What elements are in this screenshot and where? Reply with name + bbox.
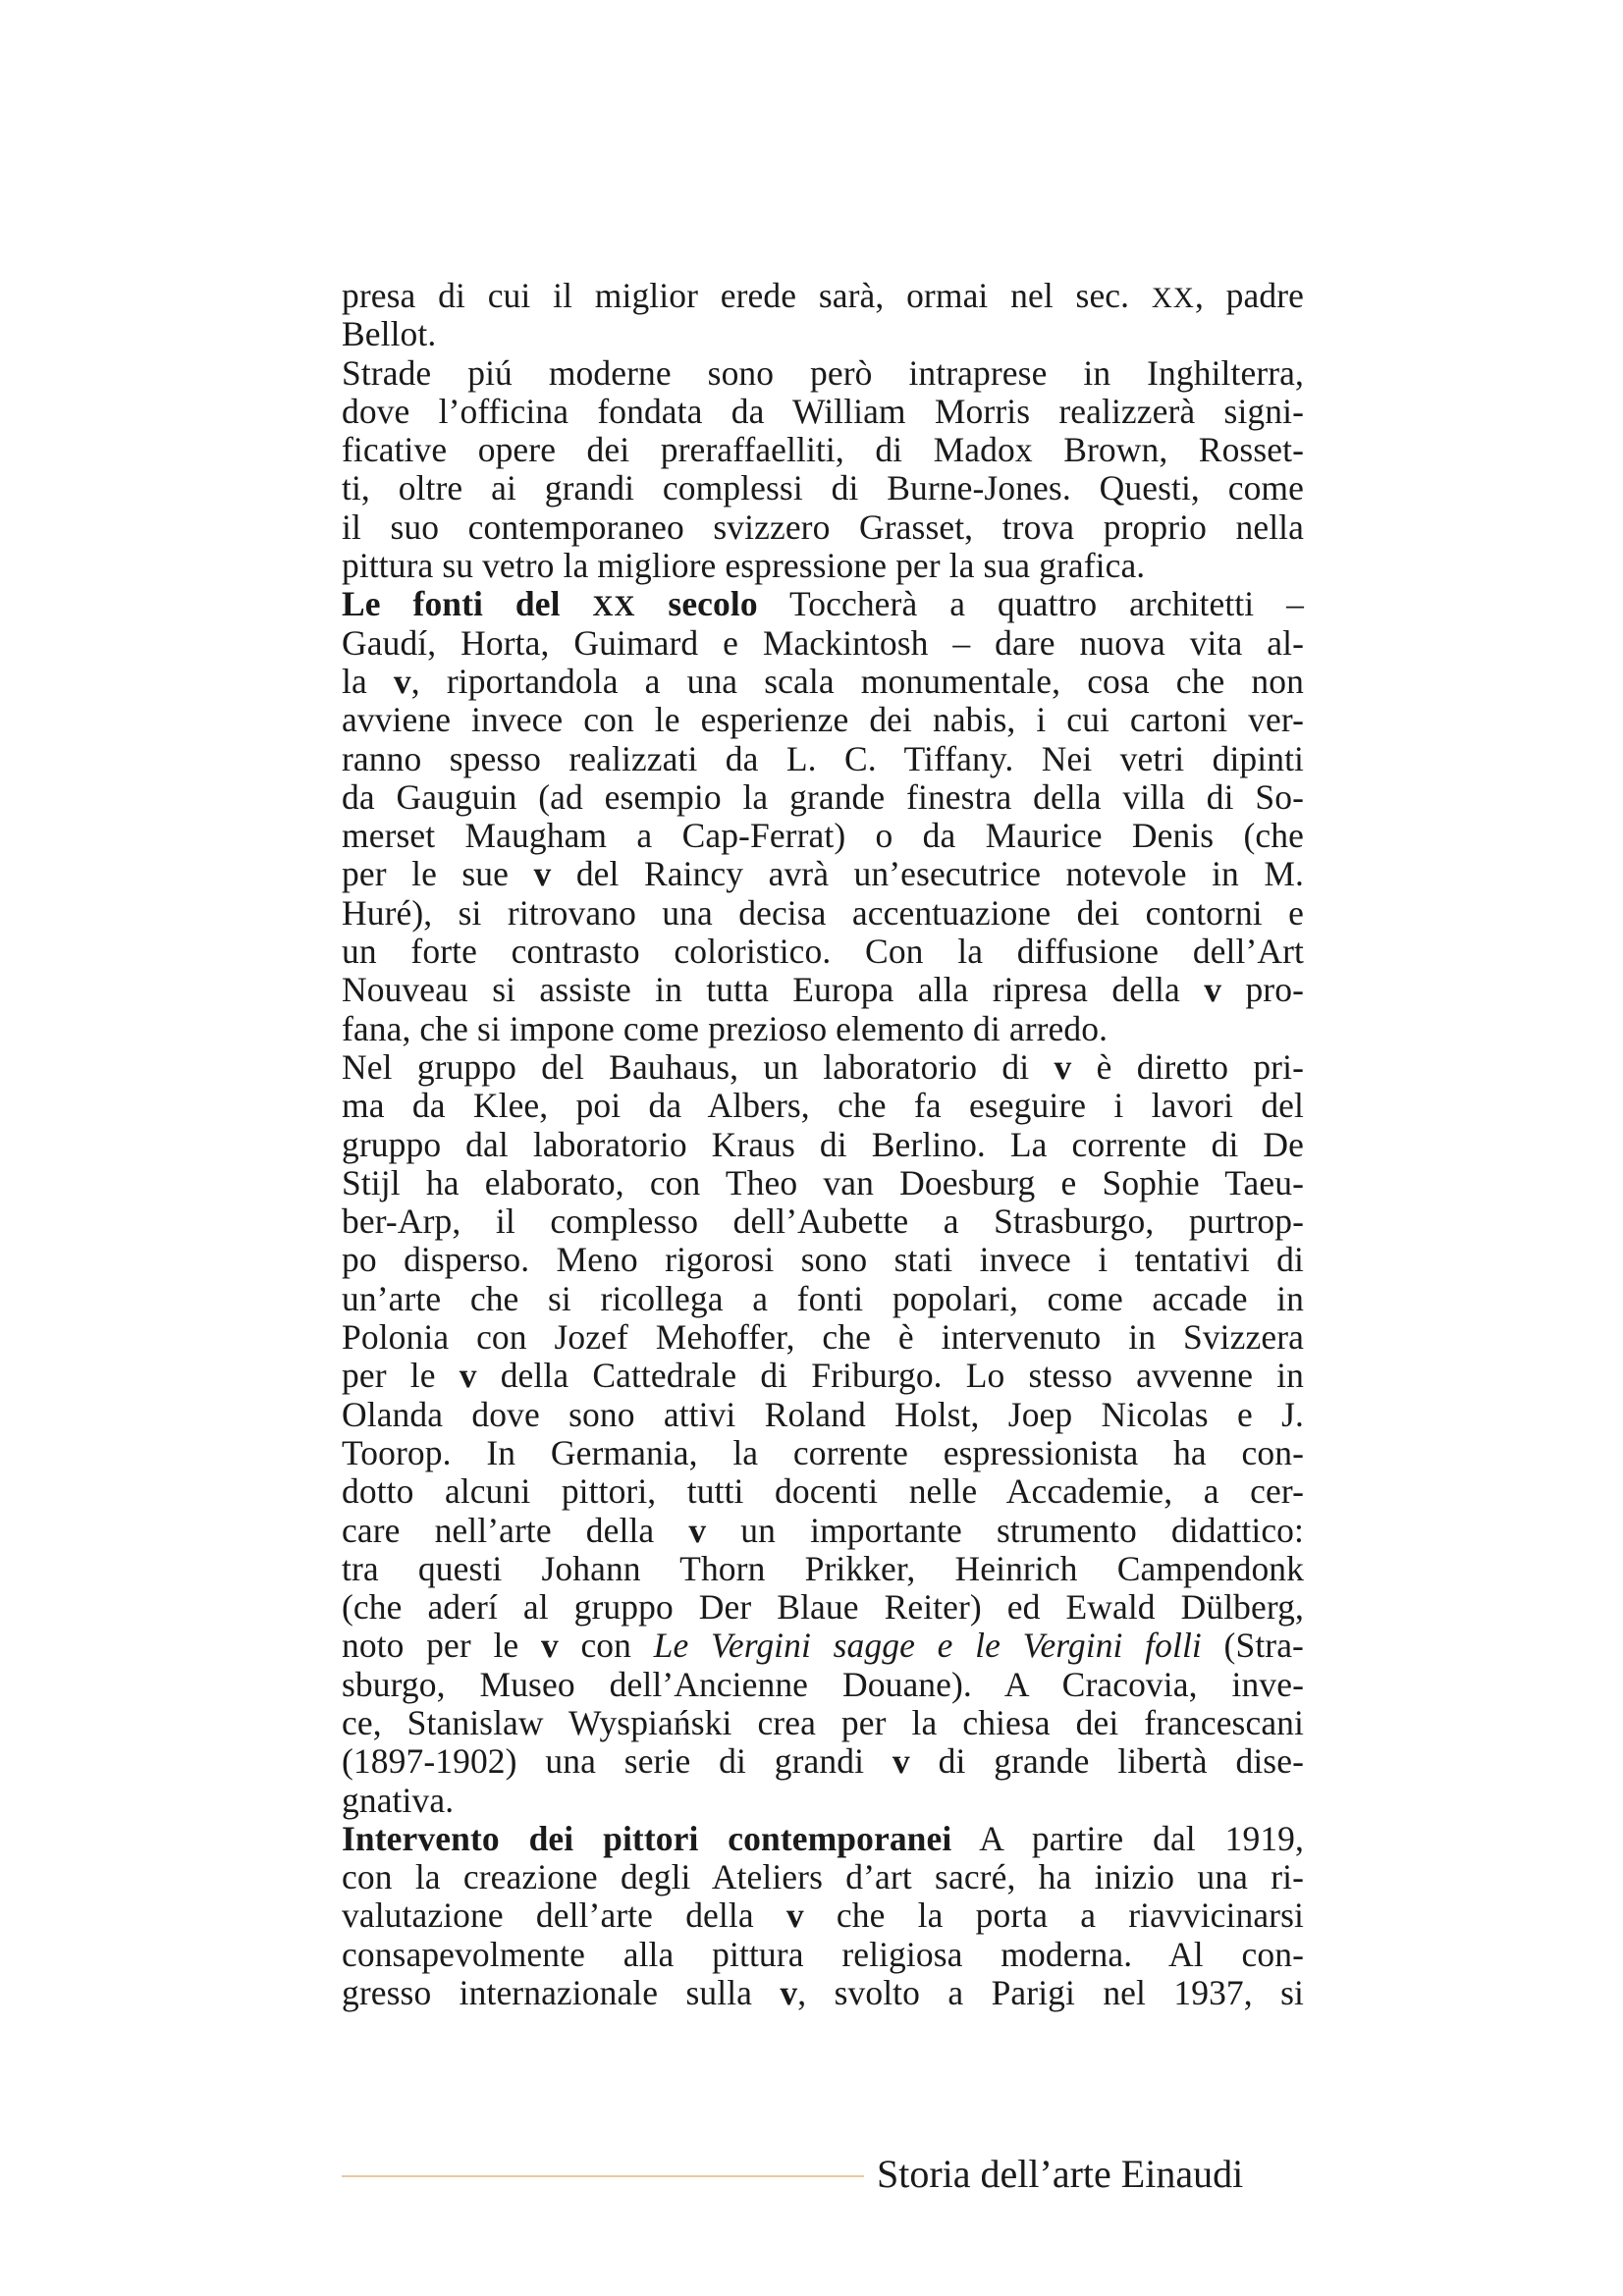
- text-line: [342, 1126, 1304, 1164]
- text-run: v: [688, 1510, 707, 1550]
- text-run: Stijl ha elaborato, con Theo van Doesburg e Sophie Taeu-: [342, 1162, 1304, 1202]
- text-run: Strade piú moderne sono però intraprese in Inghilterra,: [342, 352, 1304, 393]
- text-run: (1897-1902) una serie di grandi: [342, 1741, 893, 1782]
- text-line: [342, 354, 1304, 393]
- text-line: [342, 624, 1304, 663]
- text-line: [342, 1318, 1304, 1357]
- text-line: [342, 1704, 1304, 1742]
- body-text: [342, 277, 1304, 2012]
- text-line: [342, 1241, 1304, 1279]
- text-run: , padre: [1194, 276, 1304, 315]
- text-run: sburgo, Museo dell’Ancienne Douane). A Cracovia, inve-: [342, 1664, 1304, 1704]
- text-run: gnativa.: [342, 1780, 455, 1820]
- text-line: [342, 663, 1304, 701]
- text-run: tra questi Johann Thorn Prikker, Heinrich Campendonk: [342, 1548, 1304, 1588]
- text-line: [342, 1896, 1304, 1935]
- text-run: v: [393, 661, 411, 701]
- text-run: avviene invece con le esperienze dei nabis, i cui cartoni ver-: [342, 700, 1304, 740]
- text-line: [342, 894, 1304, 933]
- text-line: [342, 1858, 1304, 1896]
- text-run: noto per le: [342, 1626, 541, 1666]
- text-run: v: [1204, 970, 1222, 1010]
- text-run: con: [558, 1626, 654, 1666]
- text-line: [342, 778, 1304, 817]
- text-line: [342, 277, 1304, 315]
- text-run: care nell’arte della: [342, 1510, 689, 1550]
- footer-rule: [342, 2175, 864, 2177]
- text-line: [342, 431, 1304, 469]
- text-run: (che aderí al gruppo Der Blaue Reiter) ed Ewald Dülberg,: [342, 1587, 1304, 1628]
- text-line: [342, 855, 1304, 893]
- text-run: da Gauguin (ad esempio la grande finestra della villa di So-: [342, 776, 1304, 817]
- text-run: un importante strumento didattico:: [706, 1510, 1304, 1550]
- text-line: [342, 1666, 1304, 1704]
- text-line: [342, 701, 1304, 739]
- text-run: del Raincy avrà un’esecutrice notevole in M.: [551, 854, 1304, 894]
- text-run: ti, oltre ai grandi complessi di Burne-Jones. Questi, come: [342, 468, 1304, 508]
- text-run: pro-: [1221, 970, 1304, 1010]
- text-line: [342, 1396, 1304, 1434]
- text-run: ce, Stanislaw Wyspiański crea per la chiesa dei francescani: [342, 1702, 1304, 1742]
- text-run: della Cattedrale di Friburgo. Lo stesso avvenne in: [476, 1356, 1304, 1396]
- text-run: pittura su vetro la migliore espressione per la sua grafica.: [342, 546, 1146, 586]
- text-line: [342, 1588, 1304, 1627]
- text-run: Bellot.: [342, 314, 437, 354]
- text-run: ma da Klee, poi da Albers, che fa eseguire i lavori del: [342, 1086, 1304, 1126]
- text-run: XX: [592, 591, 636, 623]
- text-run: v: [892, 1741, 910, 1782]
- text-run: v: [540, 1626, 559, 1666]
- text-run: che la porta a riavvicinarsi: [803, 1896, 1304, 1936]
- text-run: è diretto pri-: [1071, 1046, 1304, 1087]
- text-run: Nouveau si assiste in tutta Europa alla ripresa della: [342, 970, 1205, 1010]
- text-line: [342, 1820, 1304, 1858]
- text-line: [342, 393, 1304, 431]
- text-run: merset Maugham a Cap-Ferrat) o da Maurice Denis (che: [342, 816, 1304, 856]
- text-run: con la creazione degli Ateliers d’art sacré, ha inizio una ri-: [342, 1857, 1304, 1897]
- text-run: , svolto a Parigi nel 1937, si: [797, 1973, 1304, 2013]
- text-run: v: [1054, 1046, 1072, 1087]
- text-line: [342, 469, 1304, 507]
- text-run: ber-Arp, il complesso dell’Aubette a Strasburgo, purtrop-: [342, 1201, 1304, 1242]
- text-run: XX: [1151, 283, 1195, 314]
- text-run: presa di cui il miglior erede sarà, ormai nel sec.: [342, 276, 1152, 315]
- text-run: gruppo dal laboratorio Kraus di Berlino. La corrente di De: [342, 1124, 1304, 1164]
- text-line: [342, 1357, 1304, 1395]
- text-run: A partire dal 1919,: [951, 1818, 1305, 1858]
- text-line: [342, 740, 1304, 778]
- text-run: Nel gruppo del Bauhaus, un laboratorio di: [342, 1046, 1055, 1087]
- text-line: [342, 1087, 1304, 1125]
- text-run: Intervento dei pittori contemporanei: [342, 1818, 952, 1858]
- text-line: [342, 817, 1304, 855]
- text-line: [342, 1010, 1304, 1048]
- text-run: (Stra-: [1201, 1626, 1304, 1666]
- text-run: Huré), si ritrovano una decisa accentuazione dei contorni e: [342, 892, 1304, 933]
- text-run: Le Vergini sagge e le Vergini folli: [653, 1626, 1202, 1666]
- text-line: [342, 585, 1304, 623]
- text-run: Le fonti del: [342, 584, 593, 624]
- text-run: consapevolmente alla pittura religiosa moderna. Al con-: [342, 1934, 1304, 1974]
- text-run: per le sue: [342, 854, 534, 894]
- text-line: [342, 1974, 1304, 2012]
- text-run: dove l’officina fondata da William Morris realizzerà signi-: [342, 391, 1304, 431]
- text-run: ranno spesso realizzati da L. C. Tiffany. Nei vetri dipinti: [342, 738, 1304, 778]
- text-run: , riportandola a una scala monumentale, cosa che non: [410, 661, 1304, 701]
- text-line: [342, 971, 1304, 1009]
- text-run: Toccherà a quattro architetti –: [757, 584, 1304, 624]
- text-line: [342, 1936, 1304, 1974]
- text-run: per le: [342, 1356, 460, 1396]
- text-line: [342, 1550, 1304, 1588]
- text-run: gresso internazionale sulla: [342, 1973, 781, 2013]
- text-line: [342, 315, 1304, 353]
- text-run: fana, che si impone come prezioso elemento di arredo.: [342, 1008, 1109, 1048]
- text-line: [342, 1164, 1304, 1202]
- text-line: [342, 933, 1304, 971]
- text-line: [342, 1280, 1304, 1318]
- text-run: di grande libertà dise-: [909, 1741, 1304, 1782]
- text-line: [342, 1512, 1304, 1550]
- text-run: Toorop. In Germania, la corrente espressionista ha con-: [342, 1432, 1304, 1472]
- text-run: ficative opere dei preraffaelliti, di Madox Brown, Rosset-: [342, 430, 1304, 470]
- text-line: [342, 1202, 1304, 1241]
- text-line: [342, 1627, 1304, 1665]
- text-run: un’arte che si ricollega a fonti popolari, come accade in: [342, 1278, 1304, 1318]
- text-run: v: [780, 1973, 798, 2013]
- text-run: v: [533, 854, 552, 894]
- text-line: [342, 508, 1304, 547]
- text-run: la: [342, 661, 394, 701]
- text-line: [342, 547, 1304, 585]
- text-run: v: [785, 1896, 804, 1936]
- text-run: dotto alcuni pittori, tutti docenti nelle Accademie, a cer-: [342, 1471, 1304, 1512]
- text-run: Olanda dove sono attivi Roland Holst, Joep Nicolas e J.: [342, 1394, 1304, 1434]
- text-run: v: [459, 1356, 477, 1396]
- text-line: [342, 1434, 1304, 1472]
- text-run: Gaudí, Horta, Guimard e Mackintosh – dare nuova vita al-: [342, 622, 1304, 663]
- text-run: Polonia con Jozef Mehoffer, che è intervenuto in Svizzera: [342, 1317, 1304, 1358]
- footer-title: Storia dell’arte Einaudi: [877, 2152, 1244, 2196]
- text-line: [342, 1782, 1304, 1820]
- text-run: valutazione dell’arte della: [342, 1896, 786, 1936]
- text-run: secolo: [635, 584, 758, 624]
- text-line: [342, 1472, 1304, 1511]
- text-line: [342, 1742, 1304, 1781]
- text-line: [342, 1048, 1304, 1087]
- text-run: po disperso. Meno rigorosi sono stati invece i tentativi di: [342, 1240, 1304, 1280]
- text-run: il suo contemporaneo svizzero Grasset, trova proprio nella: [342, 507, 1304, 547]
- text-run: un forte contrasto coloristico. Con la diffusione dell’Art: [342, 932, 1304, 972]
